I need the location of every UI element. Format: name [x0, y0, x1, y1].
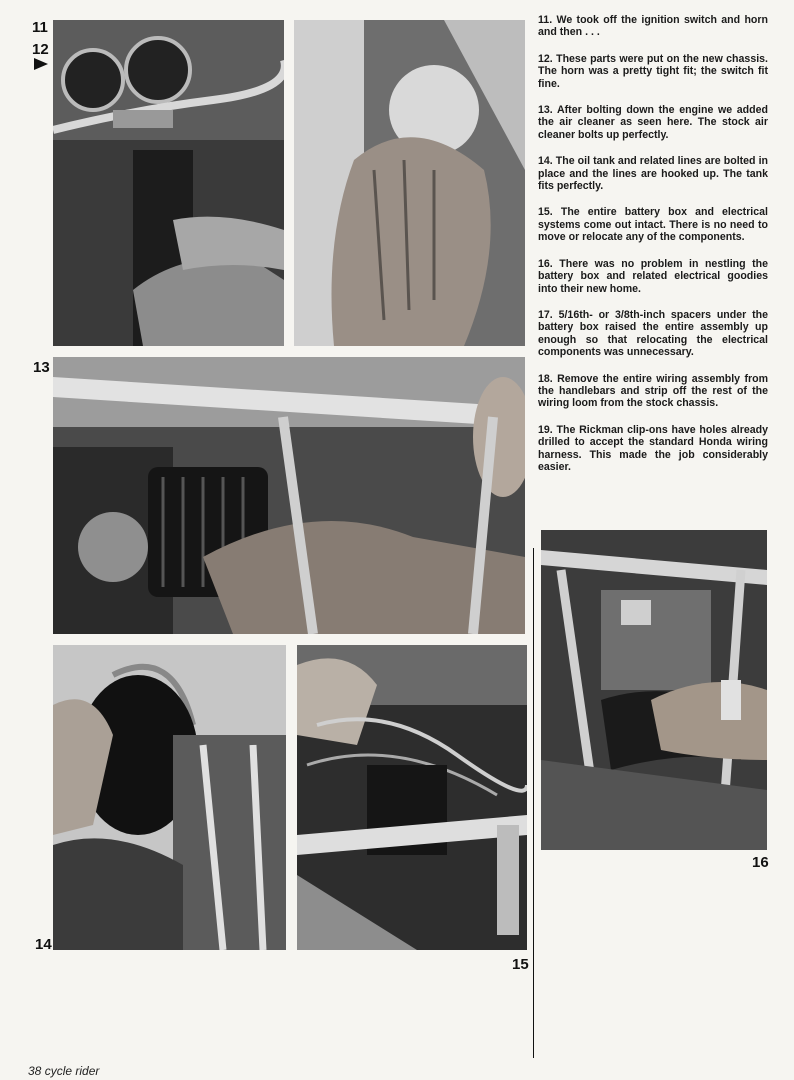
photo-15: [297, 645, 527, 950]
photo-13: [53, 357, 525, 634]
figure-number-11: 11: [32, 19, 48, 36]
figure-number-13: 13: [33, 359, 50, 376]
caption-16: 16. There was no problem in nestling the battery box and related electrical goodies into their new home.: [538, 257, 768, 295]
figure-number-15: 15: [512, 956, 529, 973]
photo-16: [541, 530, 767, 850]
caption-15: 15. The entire battery box and electrical systems come out intact. There is no need to move or relocate any of the components.: [538, 206, 768, 244]
caption-17: 17. 5/16th- or 3/8th-inch spacers under the battery box raised the entire assembly up enough so that relocating the electrical components was unnecessary.: [538, 308, 768, 359]
figure-number-14: 14: [35, 936, 52, 953]
column-divider: [533, 548, 534, 1058]
photo-12: [294, 20, 525, 346]
caption-14: 14. The oil tank and related lines are bolted in place and the lines are hooked up. The tank fits perfectly.: [538, 155, 768, 193]
figure-number-16: 16: [752, 854, 769, 871]
caption-13: 13. After bolting down the engine we added the air cleaner as seen here. The stock air cleaner bolts up perfectly.: [538, 104, 768, 141]
arrow-right-icon: [34, 58, 48, 70]
publication-name: cycle rider: [44, 1064, 100, 1078]
photo-11: [53, 20, 284, 346]
caption-11: 11. We took off the ignition switch and horn and then . . .: [538, 14, 768, 39]
caption-18: 18. Remove the entire wiring assembly from the handlebars and strip off the rest of the wiring loom from the stock chassis.: [538, 372, 768, 410]
page-number: 38: [28, 1064, 42, 1078]
caption-12: 12. These parts were put on the new chassis. The horn was a pretty tight fit; the switch fit fine.: [538, 52, 768, 90]
photo-14: [53, 645, 286, 950]
figure-number-12: 12: [32, 41, 49, 58]
caption-19: 19. The Rickman clip-ons have holes already drilled to accept the standard Honda wiring harness. This made the job considerably easier.: [538, 423, 768, 473]
page-footer: [28, 1064, 99, 1078]
caption-column: [538, 14, 768, 487]
